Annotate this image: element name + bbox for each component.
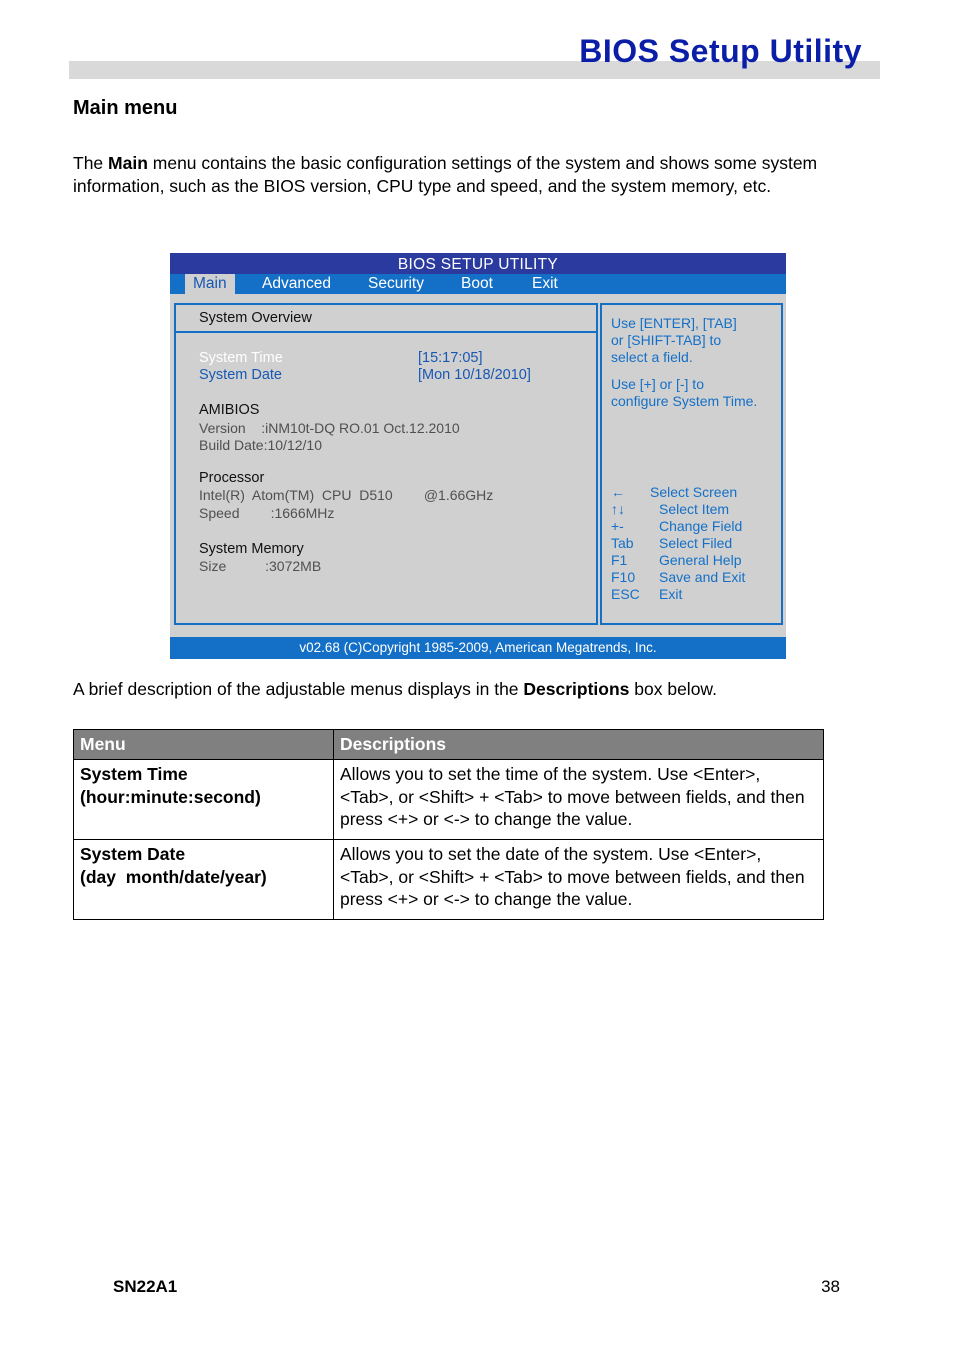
bios-tab-boot[interactable]: Boot: [461, 275, 493, 292]
footer-model: SN22A1: [113, 1277, 178, 1296]
menu-cell: System Date (day month/date/year): [74, 840, 334, 920]
table-row: [74, 840, 824, 920]
bios-tab-advanced[interactable]: Advanced: [262, 275, 331, 292]
key-action: Exit: [659, 586, 683, 602]
column-header-descriptions: Descriptions: [334, 730, 824, 760]
bios-version: Version :iNM10t-DQ RO.01 Oct.12.2010: [199, 420, 460, 436]
help-line: or [SHIFT-TAB] to: [611, 332, 722, 348]
system-memory-label: System Memory: [199, 541, 304, 557]
help-line: Use [ENTER], [TAB]: [611, 315, 737, 331]
processor-cpu: Intel(R) Atom(TM) CPU D510 @1.66GHz: [199, 487, 494, 503]
bios-tab-main[interactable]: Main: [185, 274, 235, 294]
amibios-label: AMIBIOS: [199, 402, 260, 418]
column-header-menu: Menu: [74, 730, 334, 760]
bios-screenshot: [170, 253, 786, 659]
system-date-value[interactable]: [Mon 10/18/2010]: [418, 367, 531, 383]
system-memory-size: Size :3072MB: [199, 558, 322, 574]
key-action: Select Filed: [659, 535, 733, 551]
bios-title-bar: BIOS SETUP UTILITY: [170, 253, 786, 274]
intro-paragraph: The Main menu contains the basic configuration settings of the system and shows some system information, such as the BIOS version, CPU type and speed, and the system memory, etc.: [73, 153, 818, 196]
key-action: General Help: [659, 552, 742, 568]
system-time-value[interactable]: [15:17:05]: [418, 350, 483, 366]
table-row: [74, 760, 824, 840]
key-left-arrow-icon: ←: [611, 484, 625, 500]
description-intro: A brief description of the adjustable menus displays in the Descriptions box below.: [73, 679, 717, 699]
description-cell: Allows you to set the date of the system. Use <Enter>, <Tab>, or <Shift> + <Tab> to move between fields, and then press <+> or <-> to change the value.: [334, 840, 824, 920]
key-action: Select Screen: [650, 484, 738, 500]
bios-footer: v02.68 (C)Copyright 1985-2009, American Megatrends, Inc.: [170, 637, 786, 659]
section-title: Main menu: [73, 97, 178, 119]
description-cell: Allows you to set the time of the system. Use <Enter>, <Tab>, or <Shift> + <Tab> to move between fields, and then press <+> or <-> to change the value.: [334, 760, 824, 840]
key-action: Save and Exit: [659, 569, 746, 585]
system-date-label[interactable]: System Date: [199, 367, 282, 383]
intro-bold: Main: [108, 153, 148, 173]
key-esc: ESC: [611, 586, 640, 602]
processor-speed: Speed :1666MHz: [199, 505, 335, 521]
help-line: configure System Time.: [611, 393, 758, 409]
bios-menu-bar: [170, 274, 786, 294]
bios-tab-exit[interactable]: Exit: [532, 275, 558, 292]
menu-cell: System Time (hour:minute:second): [74, 760, 334, 840]
processor-label: Processor: [199, 470, 265, 486]
footer-page-number: 38: [821, 1277, 840, 1296]
key-action: Change Field: [659, 518, 743, 534]
key-plus-minus: +-: [611, 518, 624, 534]
key-f10: F10: [611, 569, 636, 585]
key-action: Select Item: [659, 501, 730, 517]
key-f1: F1: [611, 552, 628, 568]
bios-tab-security[interactable]: Security: [368, 275, 424, 292]
description-intro-bold: Descriptions: [523, 679, 630, 699]
system-time-label[interactable]: System Time: [199, 350, 283, 366]
key-up-down-arrows-icon: ↑↓: [611, 501, 625, 517]
key-tab: Tab: [611, 535, 634, 551]
descriptions-table: [73, 729, 824, 920]
system-overview-label: System Overview: [199, 310, 312, 326]
bios-build-date: Build Date:10/12/10: [199, 437, 322, 453]
help-line: select a field.: [611, 349, 693, 365]
help-line: Use [+] or [-] to: [611, 376, 704, 392]
page-header-title: BIOS Setup Utility: [579, 33, 862, 69]
bios-divider: [174, 331, 598, 333]
table-header-row: [74, 730, 824, 760]
